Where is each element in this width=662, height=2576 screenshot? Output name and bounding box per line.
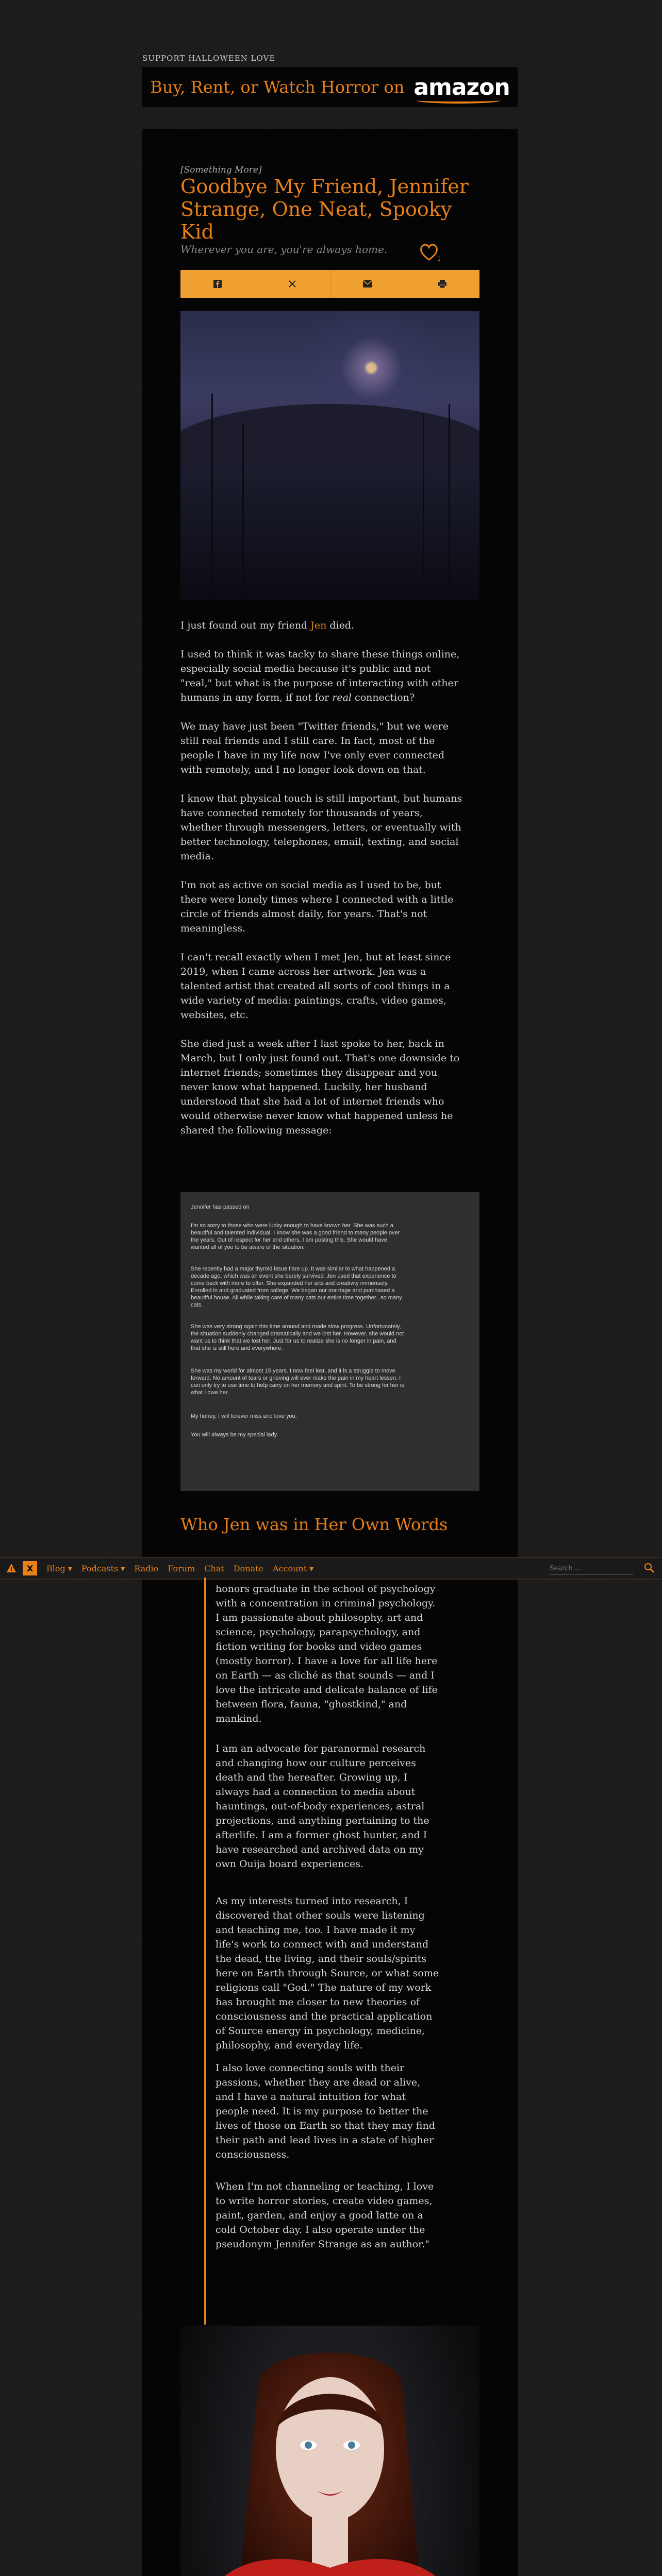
x-twitter-icon <box>288 280 296 288</box>
print-button[interactable] <box>405 270 479 298</box>
like-count: 1 <box>437 256 441 262</box>
article-title <box>180 175 479 243</box>
paragraph-7: She died just a week after I last spoke to her, back in March, but I only just found out. That's one downside to internet friends; sometimes they disappear and you never know what happened. Luckily, her husband understood that she had a lot of internet friends who would otherwise never know what happened unless he shared the following message: <box>180 1038 460 1136</box>
paragraph-6: I can't recall exactly when I met Jen, but at least since 2019, when I came across her artwork. Jen was a talented artist that created all sorts of cool things in a wide variety of media: paintings, crafts, video games, websites, etc. <box>180 952 451 1021</box>
paragraph-5: I'm not as active on social media as I used to be, but there were lonely times where I connected with a little circle of friends almost daily, for years. That's not meaningless. <box>180 879 454 934</box>
ad-text: Buy, Rent, or Watch Horror on <box>150 77 405 97</box>
search-input[interactable] <box>549 1562 633 1575</box>
amazon-ad-banner[interactable] <box>142 67 518 107</box>
category-link[interactable]: [Something More] <box>180 165 262 175</box>
share-email-button[interactable] <box>330 270 405 298</box>
email-icon <box>363 280 372 287</box>
notification-button[interactable] <box>5 1562 18 1574</box>
blockquote-bar <box>204 1578 206 2325</box>
quote-paragraph-4: She was my world for almost 15 years. I now feel lost, and it is a struggle to move forward. No amount of tears or grieving will ever make the pain in my heart lessen. I can only try to use time to help carry on her memory and spirit. To be strong for her is what I owe her. <box>191 1368 404 1396</box>
quote-paragraph-6: You will always be my special lady. <box>191 1432 278 1438</box>
bio-paragraph-2: I am an advocate for paranormal research and changing how our culture perceives death and the hereafter. Growing up, I always had a connection to media about hauntings, out-of-body experiences, astral projections, and anything pertaining to the afterlife. I am a former ghost hunter, and I have researched and archived data on my own Ouija board experiences. <box>216 1743 429 1870</box>
quote-paragraph-2: She recently had a major thyroid issue flare up. It was similar to what happened a decade ago, which was an event she barely survived. Jen used that experience to come back with more to offer. She expanded her arts and creativity immensely. Enrolled in and graduated from college. We began our marriage and purchased a beautiful house. All while taking care of many cats our entire time together...so many cats. <box>191 1266 402 1308</box>
nav-forum[interactable]: Forum <box>168 1563 195 1573</box>
facebook-icon <box>213 279 222 289</box>
nav-radio[interactable]: Radio <box>134 1563 159 1573</box>
bio-paragraph-1: honors graduate in the school of psychology with a concentration in criminal psychology. I am passionate about philosophy, art and science, psychology, parapsychology, and fiction writing for books and video games (mostly horror). I have a love for all life here on Earth — as cliché as that sounds — and I love the intricate and delicate balance of life between flora, fauna, "ghostkind," and mankind. <box>216 1583 438 1724</box>
like-button[interactable] <box>419 241 441 264</box>
title-line-1: Goodbye My Friend, Jennifer <box>180 175 469 198</box>
portrait-photo-of-jen <box>180 2326 479 2576</box>
quote-title: Jennifer has passed on <box>191 1204 250 1210</box>
quoted-message <box>180 1192 479 1491</box>
nav-account[interactable]: Account ▾ <box>273 1563 314 1573</box>
jen-link[interactable]: Jen <box>310 620 327 631</box>
paragraph-3: We may have just been "Twitter friends," but we were still real friends and I still care. In fact, most of the people I have in my life now I've only ever connected with remotely, and I no longer look down on that. <box>180 721 449 775</box>
search-button[interactable] <box>643 1562 655 1575</box>
share-x-button[interactable] <box>255 270 330 298</box>
support-label: SUPPORT HALLOWEEN LOVE <box>142 54 276 63</box>
paragraph-4: I know that physical touch is still important, but humans have connected remotely for thousands of years, whether through messengers, letters, or eventually with better technology, telephones, email, texting, and social media. <box>180 793 462 862</box>
title-line-2: Strange, One Neat, Spooky Kid <box>180 198 452 243</box>
nav-blog[interactable]: Blog ▾ <box>46 1563 72 1573</box>
bell-icon <box>6 1563 17 1574</box>
hero-image-moonlit-landscape <box>180 311 479 600</box>
site-nav-bar <box>0 1557 662 1580</box>
quote-paragraph-3: She was very strong again this time around and made slow progress. Unfortunately, the situation suddenly changed dramatically and we lost her. However, she would not want us to think that we lost her. Just for us to realize she is no longer in pain, and that she is still here and everywhere. <box>191 1324 404 1351</box>
bio-paragraph-4: I also love connecting souls with their passions, whether they are dead or alive, and I have a natural intuition for what people need. It is my purpose to better the lives of those on Earth so that they may find their path and lead lives in a state of higher consciousness. <box>216 2062 435 2160</box>
x-logo-icon[interactable]: X <box>23 1561 37 1575</box>
section-heading: Who Jen was in Her Own Words <box>180 1515 448 1534</box>
bio-paragraph-3: As my interests turned into research, I discovered that other souls were listening and teaching me, too. I have made it my life's work to connect with and understand the dead, the living, and their souls/spirits here on Earth through Source, or what some religions call "God." The nature of my work has brought me closer to new theories of consciousness and the practical application of Source energy in psychology, medicine, philosophy, and everyday life. <box>216 1895 439 2051</box>
paragraph-2: I used to think it was tacky to share these things online, especially social media because it's public and not "real," but what is the purpose of interacting with other humans in any form, if not for real connection? <box>180 649 460 703</box>
share-facebook-button[interactable] <box>180 270 255 298</box>
amazon-logo: amazon <box>413 74 510 100</box>
paragraph-1: I just found out my friend Jen died. <box>180 620 355 631</box>
nav-podcasts[interactable]: Podcasts ▾ <box>81 1563 125 1573</box>
share-bar <box>180 270 479 298</box>
article-subtitle: Wherever you are, you're always home. <box>180 243 388 256</box>
quote-paragraph-1: I'm so sorry to those who were lucky enough to have known her. She was such a beautiful and talented individual. I know she was a good friend to many people over the years. Out of respect for her and others, I am posting this. She would have wanted all of you to be aware of the situation. <box>191 1223 400 1250</box>
bio-paragraph-5: When I'm not channeling or teaching, I love to write horror stories, create video games, paint, garden, and enjoy a good latte on a cold October day. I also operate under the pseudonym Jennifer Strange as an author." <box>216 2181 434 2250</box>
article-body <box>180 618 479 1138</box>
print-icon <box>438 279 447 289</box>
nav-chat[interactable]: Chat <box>204 1563 224 1573</box>
search-icon <box>643 1562 655 1573</box>
heart-icon <box>419 241 441 264</box>
quote-paragraph-5: My honey, I will forever miss and love you. <box>191 1413 297 1419</box>
nav-donate[interactable]: Donate <box>233 1563 263 1573</box>
